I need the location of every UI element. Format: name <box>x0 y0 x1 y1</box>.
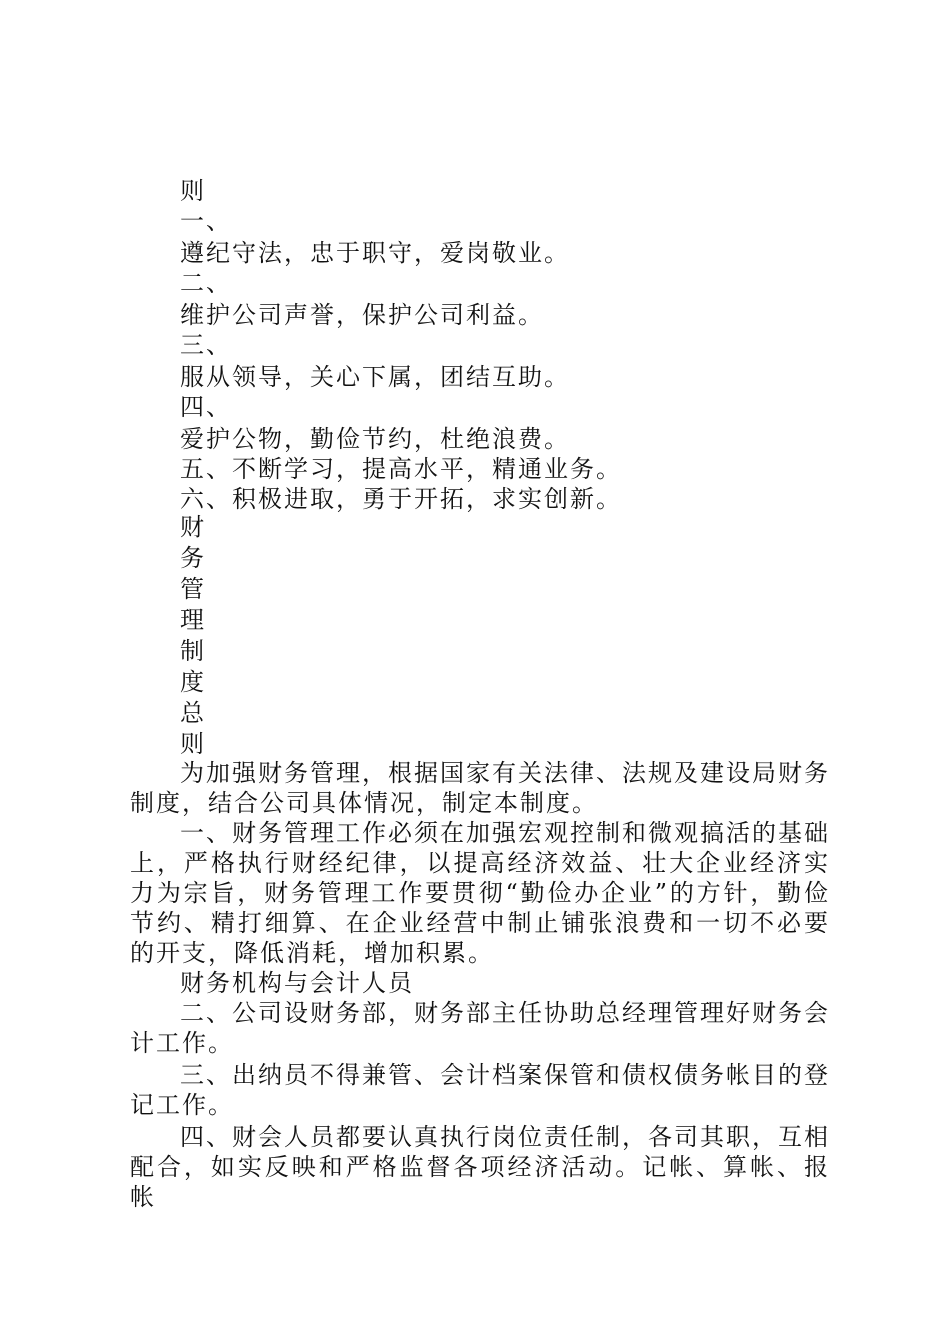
rule-line: 五、不断学习，提高水平，精通业务。 <box>180 455 622 483</box>
vertical-title-char: 理 <box>180 606 206 634</box>
rule-number: 三、 <box>180 331 232 359</box>
rule-text: 遵纪守法，忠于职守，爱岗敬业。 <box>180 239 570 267</box>
vertical-title-char: 度 <box>180 668 206 696</box>
paragraph: 三、出纳员不得兼管、会计档案保管和债权债务帐目的登记工作。 <box>130 1061 830 1119</box>
vertical-title-char: 管 <box>180 575 206 603</box>
paragraph: 二、公司设财务部，财务部主任协助总经理管理好财务会计工作。 <box>130 999 830 1057</box>
vertical-title-char: 总 <box>180 699 206 727</box>
rule-number: 二、 <box>180 269 232 297</box>
vertical-title-char: 则 <box>180 730 206 758</box>
vertical-title-char: 制 <box>180 637 206 665</box>
rule-line: 六、积极进取，勇于开拓，求实创新。 <box>180 485 622 513</box>
rule-text: 爱护公物，勤俭节约，杜绝浪费。 <box>180 425 570 453</box>
rule-text: 服从领导，关心下属，团结互助。 <box>180 363 570 391</box>
vertical-title-char: 财 <box>180 513 206 541</box>
rule-number: 一、 <box>180 207 232 235</box>
paragraph: 为加强财务管理，根据国家有关法律、法规及建设局财务制度，结合公司具体情况，制定本制度。 <box>130 759 830 817</box>
paragraph: 一、财务管理工作必须在加强宏观控制和微观搞活的基础上，严格执行财经纪律，以提高经济效益、壮大企业经济实力为宗旨，财务管理工作要贯彻“勤俭办企业”的方针，勤俭节约、精打细算、在企业经营中制止铺张浪费和一切不必要的开支，降低消耗，增加积累。 <box>130 819 830 967</box>
rule-number: 四、 <box>180 393 232 421</box>
vertical-title-char: 务 <box>180 544 206 572</box>
heading-tail: 则 <box>180 177 206 205</box>
paragraph: 四、财会人员都要认真执行岗位责任制，各司其职，互相配合，如实反映和严格监督各项经济活动。记帐、算帐、报帐 <box>130 1123 830 1211</box>
section-heading: 财务机构与会计人员 <box>180 969 414 997</box>
rule-text: 维护公司声誉，保护公司利益。 <box>180 301 544 329</box>
